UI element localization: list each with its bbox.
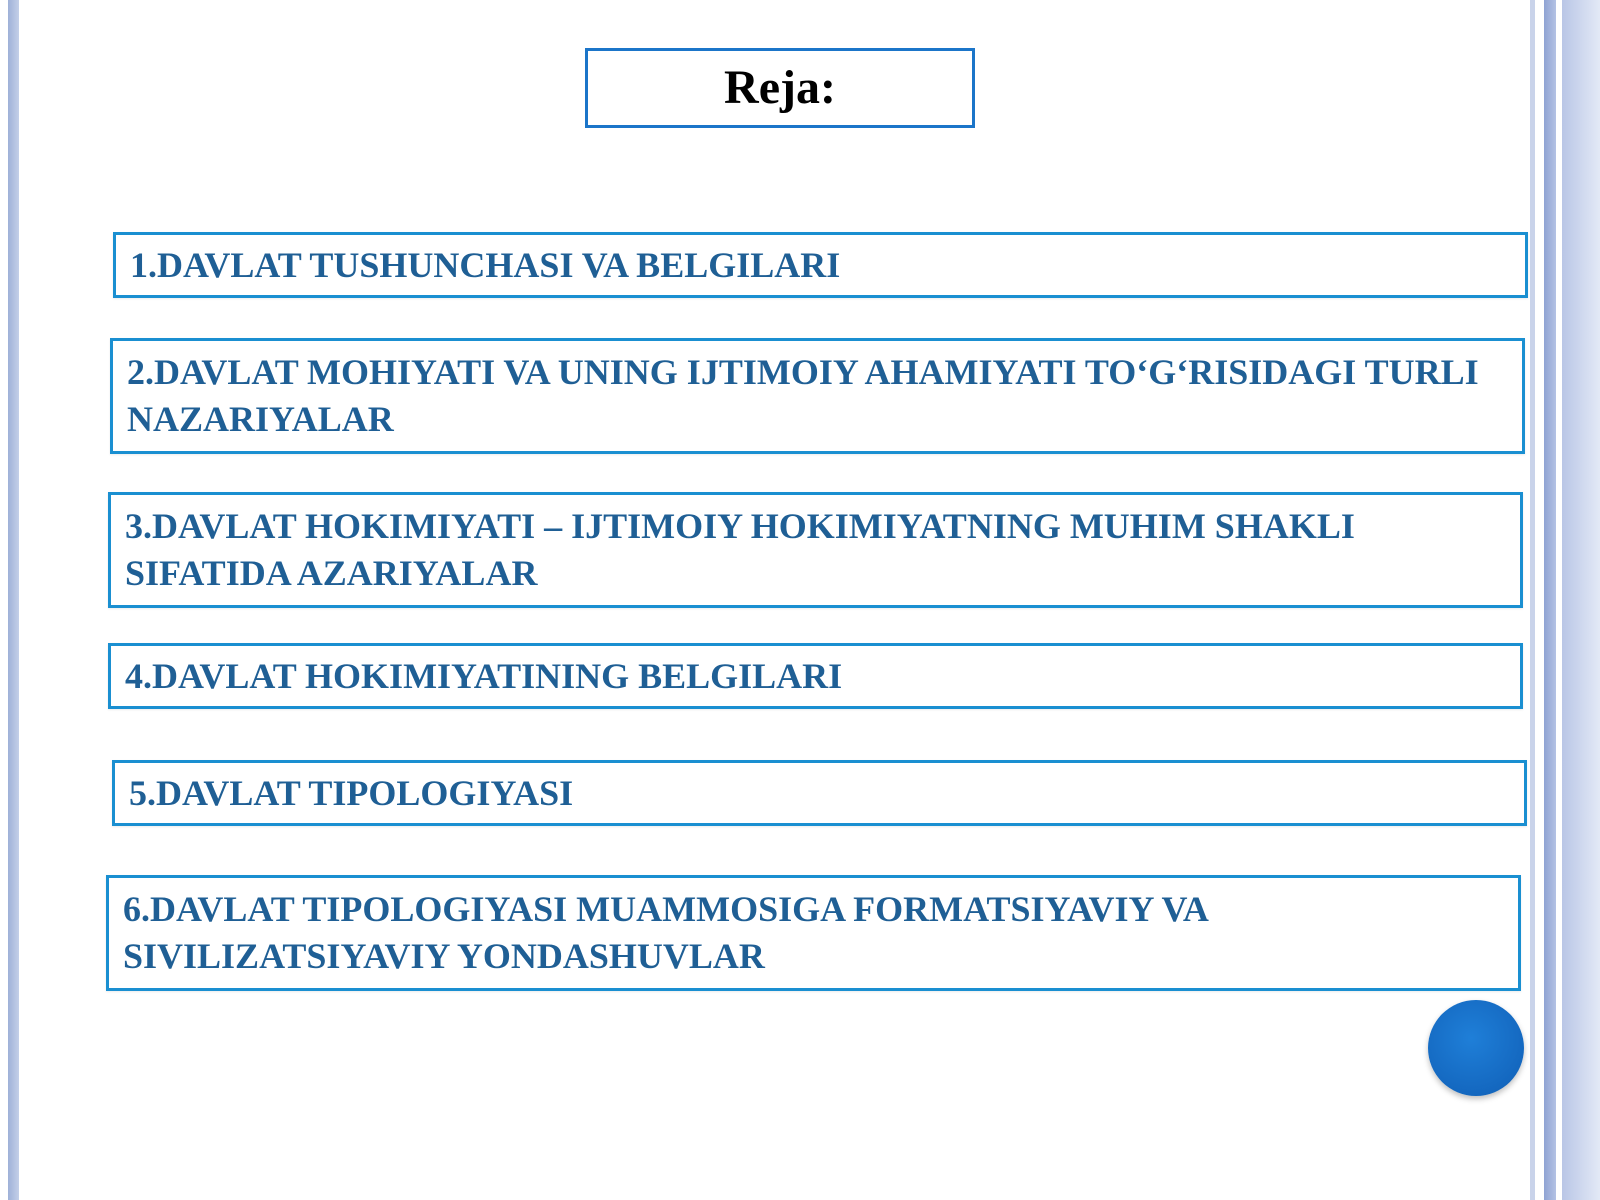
title-box <box>585 48 975 128</box>
circle-button-icon[interactable] <box>1428 1000 1524 1096</box>
left-decorative-bar <box>8 0 19 1200</box>
slide-title: Reja: <box>724 61 836 114</box>
plan-item-4 <box>108 643 1523 709</box>
plan-item-6 <box>106 875 1521 991</box>
right-frame-line-inner <box>1530 0 1535 1200</box>
plan-item-5 <box>112 760 1527 826</box>
plan-item-2 <box>110 338 1525 454</box>
plan-item-text: 2.DAVLAT MOHIYATI VA UNING IJTIMOIY AHAMIYATI TO‘G‘RISIDAGI TURLI NAZARIYALAR <box>127 352 1479 439</box>
right-frame-line-outer <box>1562 0 1600 1200</box>
right-decorative-frame <box>1530 0 1600 1200</box>
plan-item-text: 3.DAVLAT HOKIMIYATI – IJTIMOIY HOKIMIYATNING MUHIM SHAKLI SIFATIDA AZARIYALAR <box>125 506 1355 593</box>
plan-item-text: 5.DAVLAT TIPOLOGIYASI <box>129 772 574 813</box>
plan-item-3 <box>108 492 1523 608</box>
plan-item-text: 6.DAVLAT TIPOLOGIYASI MUAMMOSIGA FORMATSIYAVIY VA SIVILIZATSIYAVIY YONDASHUVLAR <box>123 889 1207 976</box>
plan-item-text: 4.DAVLAT HOKIMIYATINING BELGILARI <box>125 655 843 696</box>
plan-item-1 <box>113 232 1528 298</box>
right-frame-line-middle <box>1544 0 1556 1200</box>
plan-item-text: 1.DAVLAT TUSHUNCHASI VA BELGILARI <box>130 244 841 285</box>
